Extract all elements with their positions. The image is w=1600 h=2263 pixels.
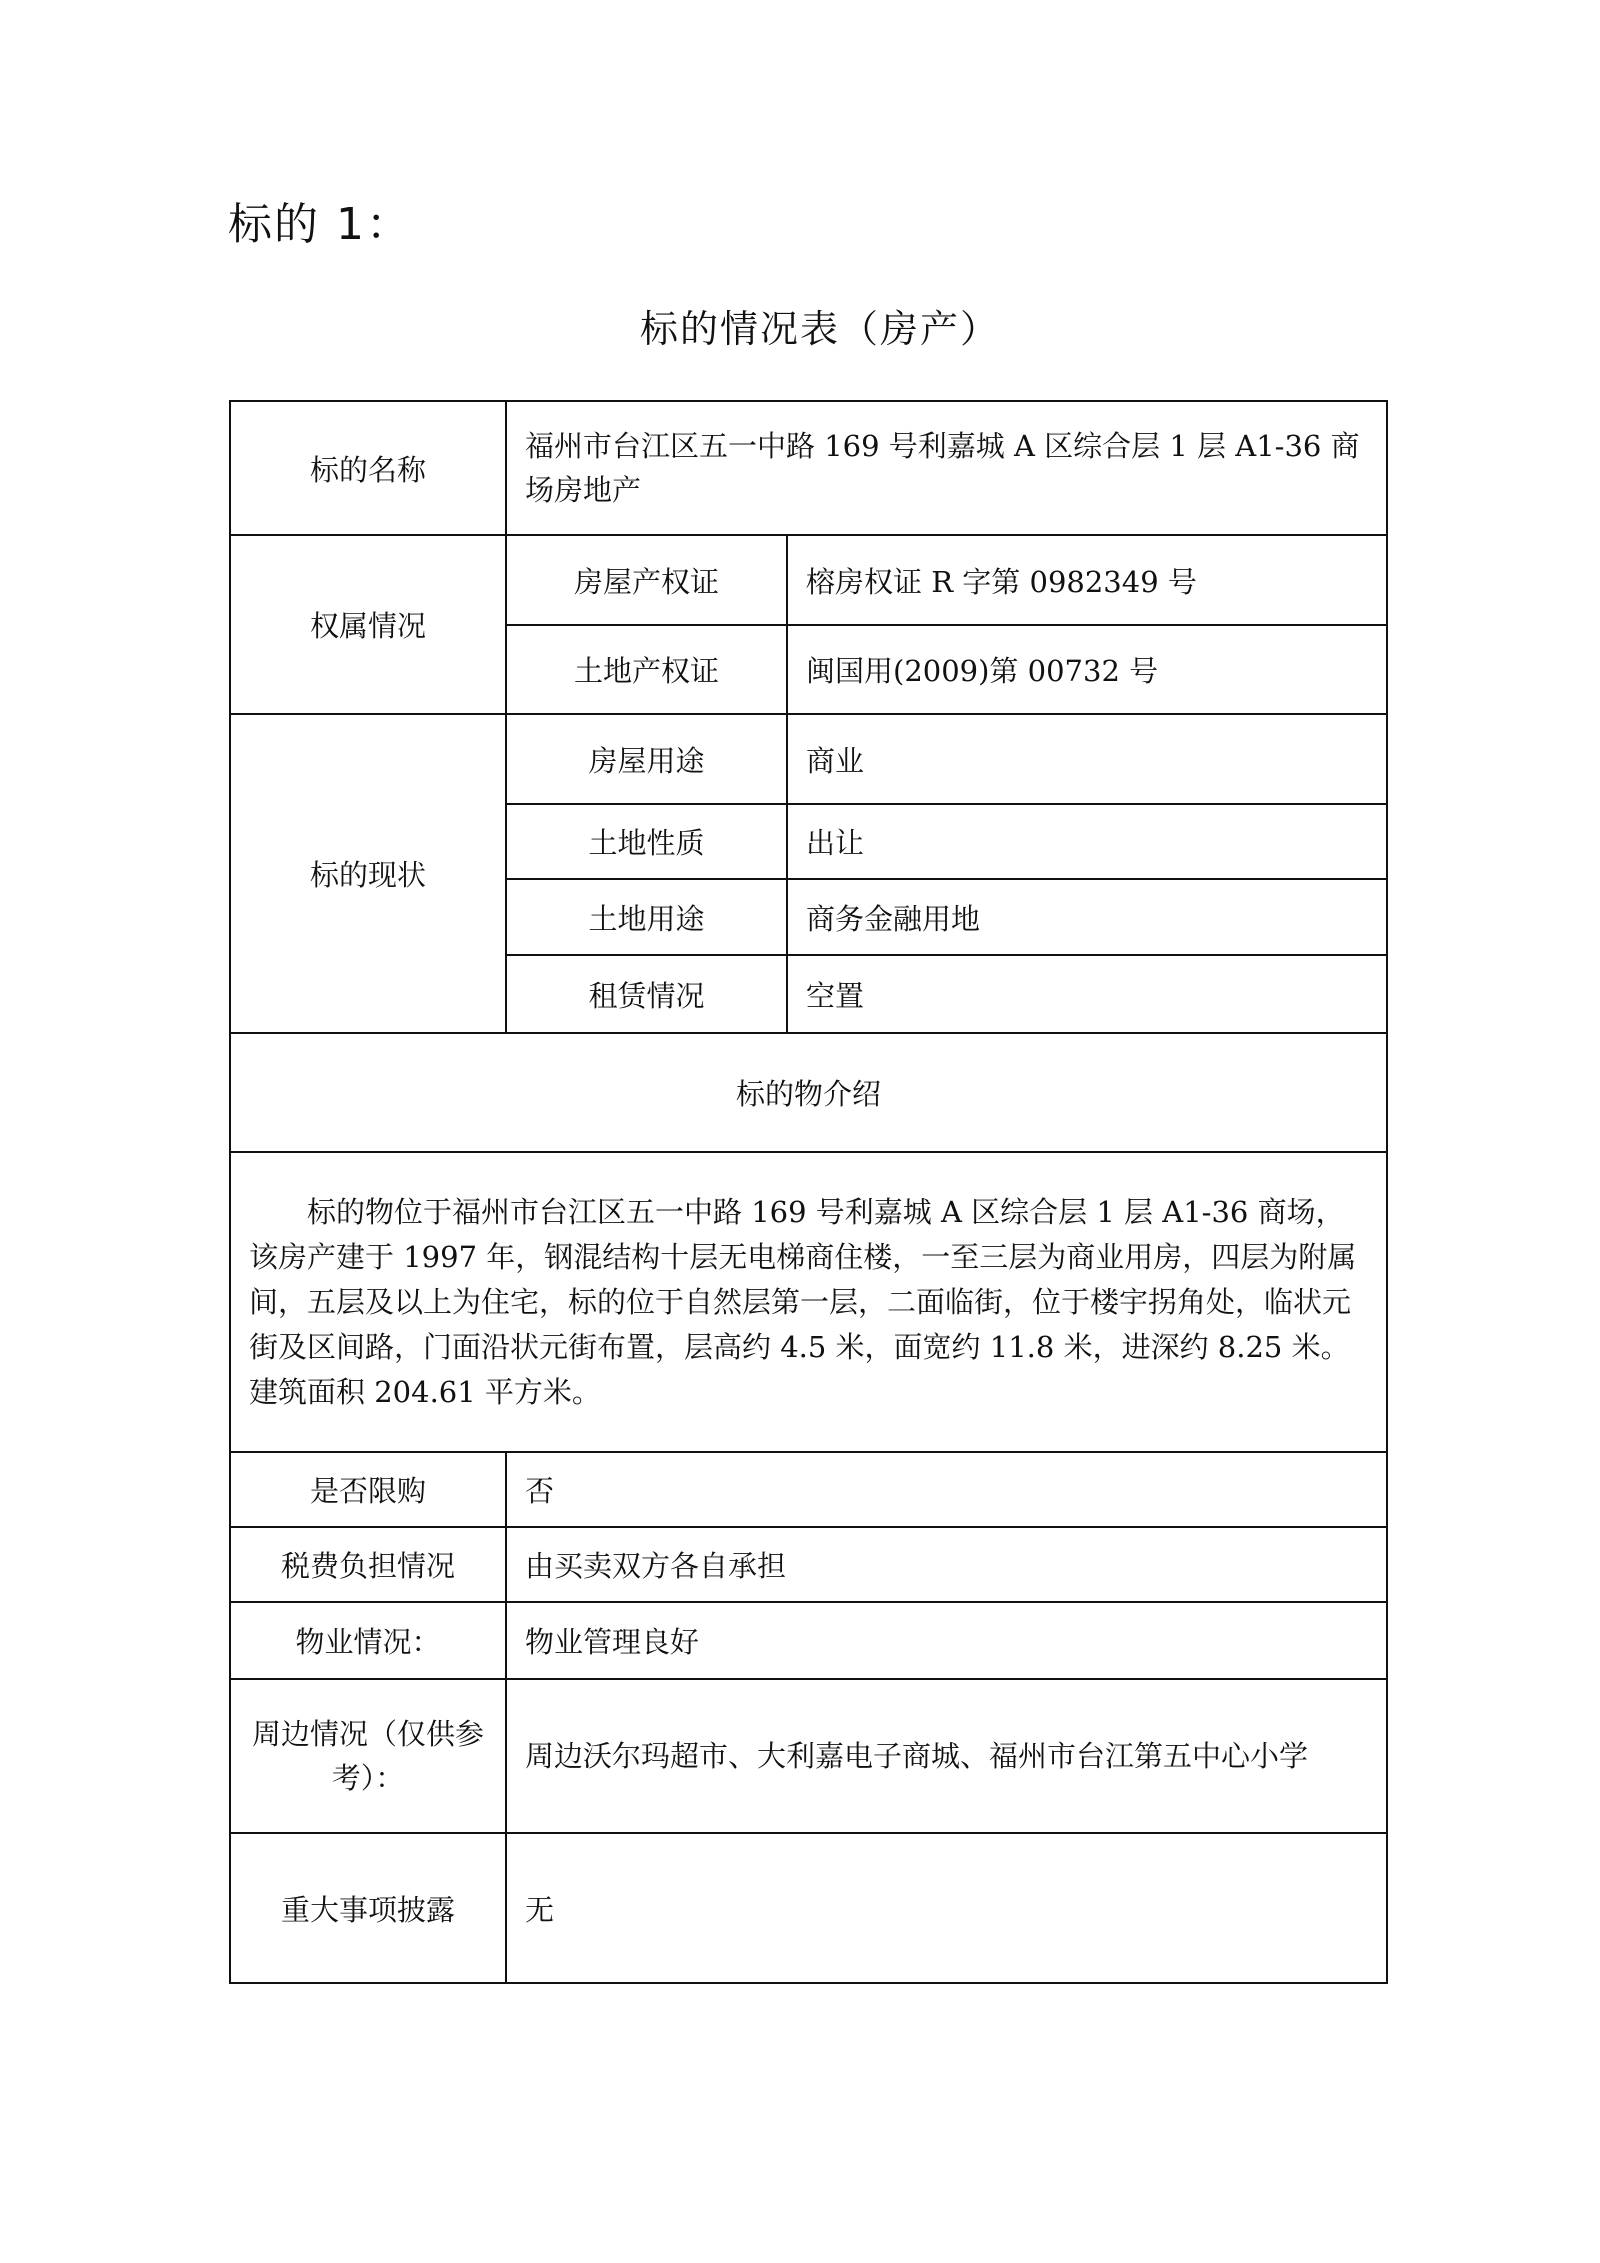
- name-value: 福州市台江区五一中路 169 号利嘉城 A 区综合层 1 层 A1-36 商场房地产: [506, 401, 1387, 535]
- table-row: [230, 714, 1387, 804]
- surroundings-value: 周边沃尔玛超市、大利嘉电子商城、福州市台江第五中心小学: [506, 1679, 1387, 1833]
- purchase-limit-label: 是否限购: [230, 1452, 506, 1527]
- name-label: 标的名称: [230, 401, 506, 535]
- purchase-limit-value: 否: [506, 1452, 1387, 1527]
- ownership-label: 权属情况: [230, 535, 506, 714]
- surroundings-label: 周边情况（仅供参考）：: [230, 1679, 506, 1833]
- table-row: [230, 1033, 1387, 1152]
- status-label: 标的现状: [230, 714, 506, 1033]
- table-title: 标的情况表（房产）: [639, 307, 1000, 351]
- land-use-label: 土地用途: [506, 879, 787, 955]
- property-mgmt-value: 物业管理良好: [506, 1602, 1387, 1679]
- land-nature-value: 出让: [787, 804, 1387, 879]
- intro-text: 标的物位于福州市台江区五一中路 169 号利嘉城 A 区综合层 1 层 A1-36 商场，该房产建于 1997 年，钢混结构十层无电梯商住楼，一至三层为商业用房，四层为附属间，五层及以上为住宅，标的位于自然层第一层，二面临街，位于楼宇拐角处，临状元街及区间路，门面沿状元街布置，层高约 4.5 米，面宽约 11.8 米，进深约 8.25 米。建筑面积 204.61 平方米。: [230, 1152, 1387, 1452]
- table-row: [230, 401, 1387, 535]
- intro-header: 标的物介绍: [230, 1033, 1387, 1152]
- house-use-label: 房屋用途: [506, 714, 787, 804]
- lease-label: 租赁情况: [506, 955, 787, 1033]
- table-row: [230, 535, 1387, 625]
- land-use-value: 商务金融用地: [787, 879, 1387, 955]
- section-heading: 标的 1：: [228, 199, 412, 250]
- property-mgmt-label: 物业情况：: [230, 1602, 506, 1679]
- land-cert-label: 土地产权证: [506, 625, 787, 714]
- house-cert-value: 榕房权证 R 字第 0982349 号: [787, 535, 1387, 625]
- tax-value: 由买卖双方各自承担: [506, 1527, 1387, 1602]
- major-matters-label: 重大事项披露: [230, 1833, 506, 1983]
- table-row: [230, 1452, 1387, 1527]
- house-use-value: 商业: [787, 714, 1387, 804]
- house-cert-label: 房屋产权证: [506, 535, 787, 625]
- table-row: [230, 1679, 1387, 1833]
- table-row: [230, 1602, 1387, 1679]
- tax-label: 税费负担情况: [230, 1527, 506, 1602]
- property-info-table: [229, 400, 1388, 1984]
- land-nature-label: 土地性质: [506, 804, 787, 879]
- major-matters-value: 无: [506, 1833, 1387, 1983]
- table-row: [230, 1527, 1387, 1602]
- land-cert-value: 闽国用(2009)第 00732 号: [787, 625, 1387, 714]
- lease-value: 空置: [787, 955, 1387, 1033]
- table-row: [230, 1152, 1387, 1452]
- table-row: [230, 1833, 1387, 1983]
